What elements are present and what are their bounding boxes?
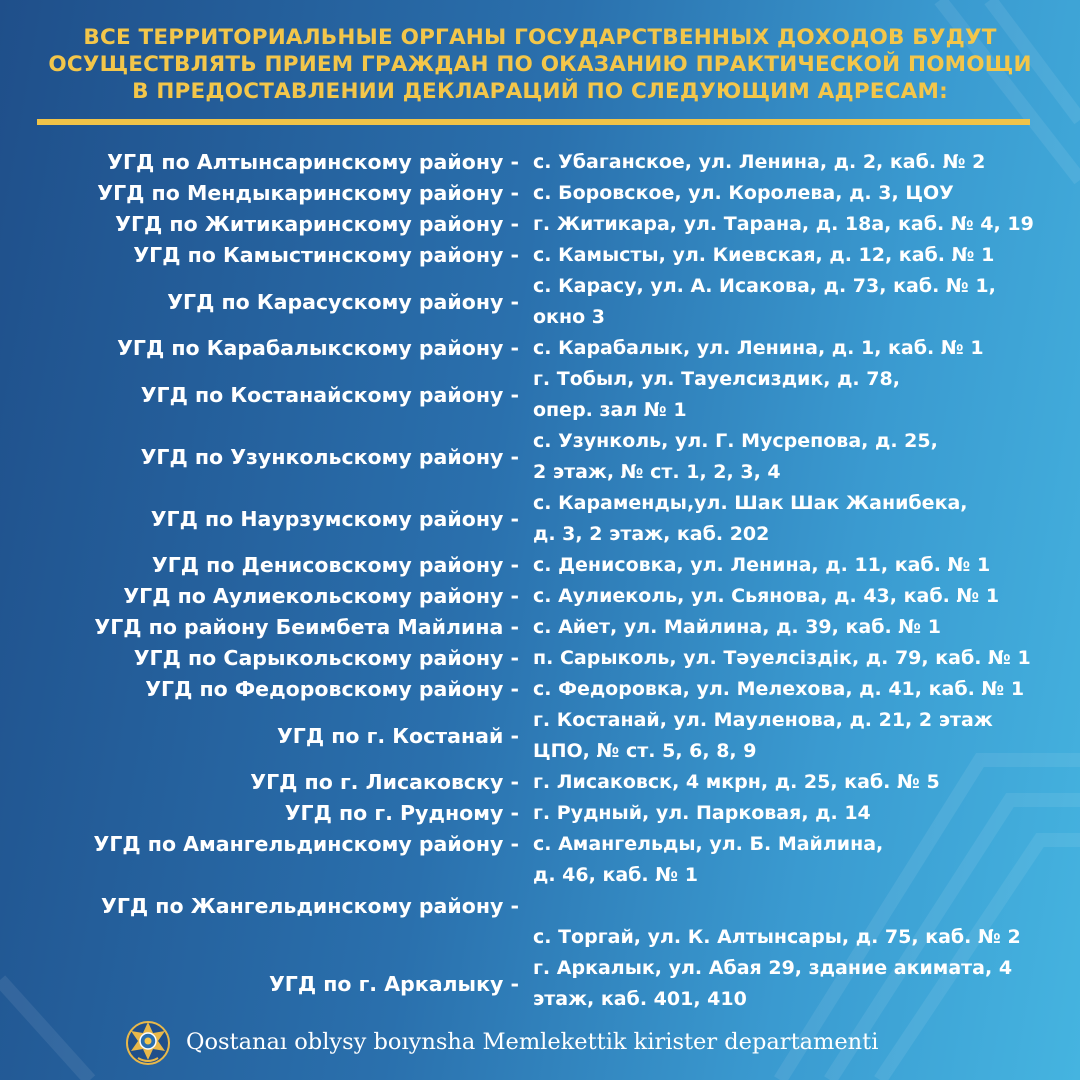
list-item [0, 271, 1080, 333]
office-address [533, 829, 883, 860]
list-item [0, 953, 1080, 1015]
office-name: УГД по Карабалыкскому району - [117, 336, 519, 360]
office-name: УГД по Амангельдинскому району - [93, 832, 519, 856]
office-address [533, 860, 698, 891]
address-line: с. Убаганское, ул. Ленина, д. 2, каб. № 2 [533, 151, 986, 173]
address-line: окно 3 [533, 306, 605, 328]
address-line: п. Сарыколь, ул. Тәуелсіздік, д. 79, каб. № 1 [533, 647, 1031, 669]
list-item [0, 860, 1080, 891]
office-address [533, 798, 871, 829]
address-line: г. Рудный, ул. Парковая, д. 14 [533, 802, 871, 824]
list-item [0, 488, 1080, 550]
office-name: УГД по Аулиекольскому району - [123, 584, 519, 608]
office-address [533, 147, 985, 178]
address-list [0, 147, 1080, 1015]
office-name: УГД по Камыстинскому району - [133, 243, 519, 267]
list-item [0, 240, 1080, 271]
office-address [533, 674, 1024, 705]
office-address [533, 922, 1021, 953]
address-line: с. Караменды,ул. Шак Шак Жанибека, [533, 492, 968, 514]
office-name: УГД по Костанайскому району - [140, 382, 519, 407]
address-line: с. Карасу, ул. А. Исакова, д. 73, каб. № 1, [533, 275, 996, 297]
office-name: УГД по Наурзумскому району - [150, 506, 519, 531]
address-line: с. Камысты, ул. Киевская, д. 12, каб. № 1 [533, 244, 995, 266]
footer [124, 1014, 878, 1070]
office-address [533, 426, 938, 488]
address-line: с. Боровское, ул. Королева, д. 3, ЦОУ [533, 182, 954, 204]
office-name: УГД по Денисовскому району - [151, 553, 519, 577]
office-name: УГД по району Беимбета Майлина - [94, 615, 519, 639]
office-name: УГД по Узункольскому району - [140, 444, 519, 469]
office-name: УГД по Мендыкаринскому району - [97, 181, 519, 205]
list-item [0, 426, 1080, 488]
address-line: с. Торгай, ул. К. Алтынсары, д. 75, каб. № 2 [533, 926, 1021, 948]
office-address [533, 178, 954, 209]
list-item [0, 147, 1080, 178]
office-address [533, 581, 999, 612]
office-name: УГД по Федоровскому району - [145, 677, 519, 701]
address-line: г. Тобыл, ул. Тауелсиздик, д. 78, [533, 368, 900, 390]
office-name: УГД по Алтынсаринскому району - [107, 150, 519, 174]
office-address [533, 550, 990, 581]
list-item [0, 674, 1080, 705]
address-line: г. Житикара, ул. Тарана, д. 18а, каб. № 4, 19 [533, 213, 1034, 235]
list-item [0, 922, 1080, 953]
address-line: с. Денисовка, ул. Ленина, д. 11, каб. № 1 [533, 554, 991, 576]
list-item [0, 643, 1080, 674]
headline [30, 24, 1050, 105]
office-address [533, 240, 994, 271]
office-address [533, 767, 940, 798]
list-item [0, 798, 1080, 829]
headline-line-2: ОСУЩЕСТВЛЯТЬ ПРИЕМ ГРАЖДАН ПО ОКАЗАНИЮ ПРАКТИЧЕСКОЙ ПОМОЩИ [48, 52, 1032, 77]
address-line: д. 3, 2 этаж, каб. 202 [533, 523, 770, 545]
list-item [0, 333, 1080, 364]
office-name: УГД по Карасускому району - [167, 289, 519, 314]
list-item [0, 364, 1080, 426]
list-item [0, 612, 1080, 643]
list-item [0, 705, 1080, 767]
address-line: с. Узунколь, ул. Г. Мусрепова, д. 25, [533, 430, 938, 452]
department-name: Qostanaı oblysy boıynsha Memlekettik kirister departamenti [186, 1029, 879, 1055]
office-address [533, 271, 996, 333]
address-line: ЦПО, № ст. 5, 6, 8, 9 [533, 740, 757, 762]
office-name: УГД по г. Аркалыку - [268, 971, 519, 996]
list-item [0, 767, 1080, 798]
headline-line-1: ВСЕ ТЕРРИТОРИАЛЬНЫЕ ОРГАНЫ ГОСУДАРСТВЕННЫХ ДОХОДОВ БУДУТ [83, 25, 997, 50]
office-address [533, 643, 1031, 674]
office-address [533, 488, 968, 550]
office-name: УГД по г. Рудному - [284, 801, 519, 825]
list-item [0, 891, 1080, 922]
office-name: УГД по Жангельдинскому району - [101, 894, 519, 918]
address-line: 2 этаж, № ст. 1, 2, 3, 4 [533, 461, 781, 483]
list-item [0, 209, 1080, 240]
list-item [0, 550, 1080, 581]
office-address [533, 953, 1012, 1015]
list-item [0, 581, 1080, 612]
address-line: с. Карабалык, ул. Ленина, д. 1, каб. № 1 [533, 337, 984, 359]
address-line: с. Айет, ул. Майлина, д. 39, каб. № 1 [533, 616, 941, 638]
office-name: УГД по Сарыкольскому району - [133, 646, 519, 670]
list-item [0, 829, 1080, 860]
headline-line-3: В ПРЕДОСТАВЛЕНИИ ДЕКЛАРАЦИЙ ПО СЛЕДУЮЩИМ АДРЕСАМ: [132, 79, 948, 104]
office-address [533, 364, 900, 426]
office-name: УГД по г. Лисаковску - [250, 770, 519, 794]
address-line: с. Амангельды, ул. Б. Майлина, [533, 833, 884, 855]
address-line: этаж, каб. 401, 410 [533, 988, 747, 1010]
address-line: с. Аулиеколь, ул. Сьянова, д. 43, каб. № 1 [533, 585, 1000, 607]
divider [37, 119, 1030, 125]
address-line: г. Лисаковск, 4 мкрн, д. 25, каб. № 5 [533, 771, 940, 793]
address-line: г. Костанай, ул. Мауленова, д. 21, 2 этаж [533, 709, 993, 731]
list-item [0, 178, 1080, 209]
office-address [533, 209, 1034, 240]
address-line: д. 46, каб. № 1 [533, 864, 698, 886]
address-line: г. Аркалык, ул. Абая 29, здание акимата, 4 [533, 957, 1013, 979]
address-line: с. Федоровка, ул. Мелехова, д. 41, каб. № 1 [533, 678, 1025, 700]
address-line: опер. зал № 1 [533, 399, 687, 421]
office-address [533, 705, 993, 767]
office-address [533, 333, 984, 364]
kgd-emblem-icon [124, 1018, 172, 1066]
office-name: УГД по Житикаринскому району - [115, 212, 519, 236]
office-name: УГД по г. Костанай - [277, 723, 519, 748]
office-address [533, 612, 941, 643]
